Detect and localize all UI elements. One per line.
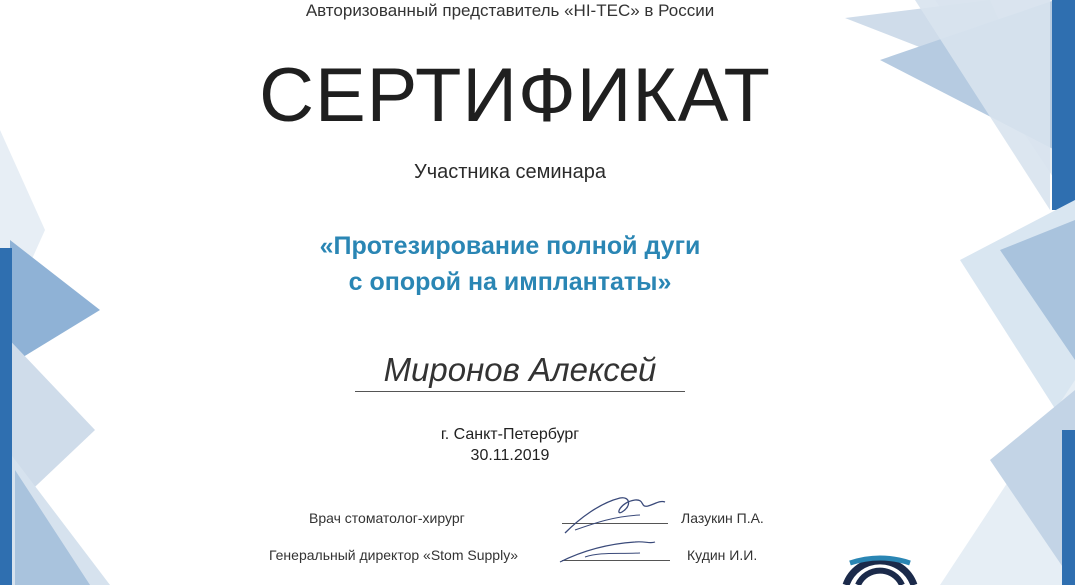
deco-triangle-left-bottom-mid (15, 470, 90, 585)
seminar-title-line-1: «Протезирование полной дуги (319, 232, 701, 260)
participant-underline (355, 391, 685, 392)
authorized-representative-line: Авторизованный представитель «HI-TEC» в России (305, 1, 715, 20)
handwritten-signature-1 (560, 488, 670, 538)
seminar-title (0, 228, 1075, 300)
participant-block (355, 351, 685, 389)
signatory-name-2: Кудин И.И. (687, 547, 758, 563)
date: 30.11.2019 (470, 447, 550, 464)
participant-name: Миронов Алексей (383, 351, 657, 388)
city: г. Санкт-Петербург (440, 426, 580, 443)
seminar-title-line-2: с опорой на имплантаты» (348, 268, 672, 296)
certificate-subtitle: Участника семинара (414, 161, 606, 183)
certificate-title: СЕРТИФИКАТ (259, 53, 771, 138)
signatory-role-2: Генеральный директор «Stom Supply» (269, 547, 518, 563)
brand-logo (838, 551, 922, 585)
handwritten-signature-2 (555, 532, 665, 572)
signatory-name-1: Лазукин П.А. (681, 510, 764, 526)
signatory-role-1: Врач стоматолог-хирург (309, 510, 465, 526)
